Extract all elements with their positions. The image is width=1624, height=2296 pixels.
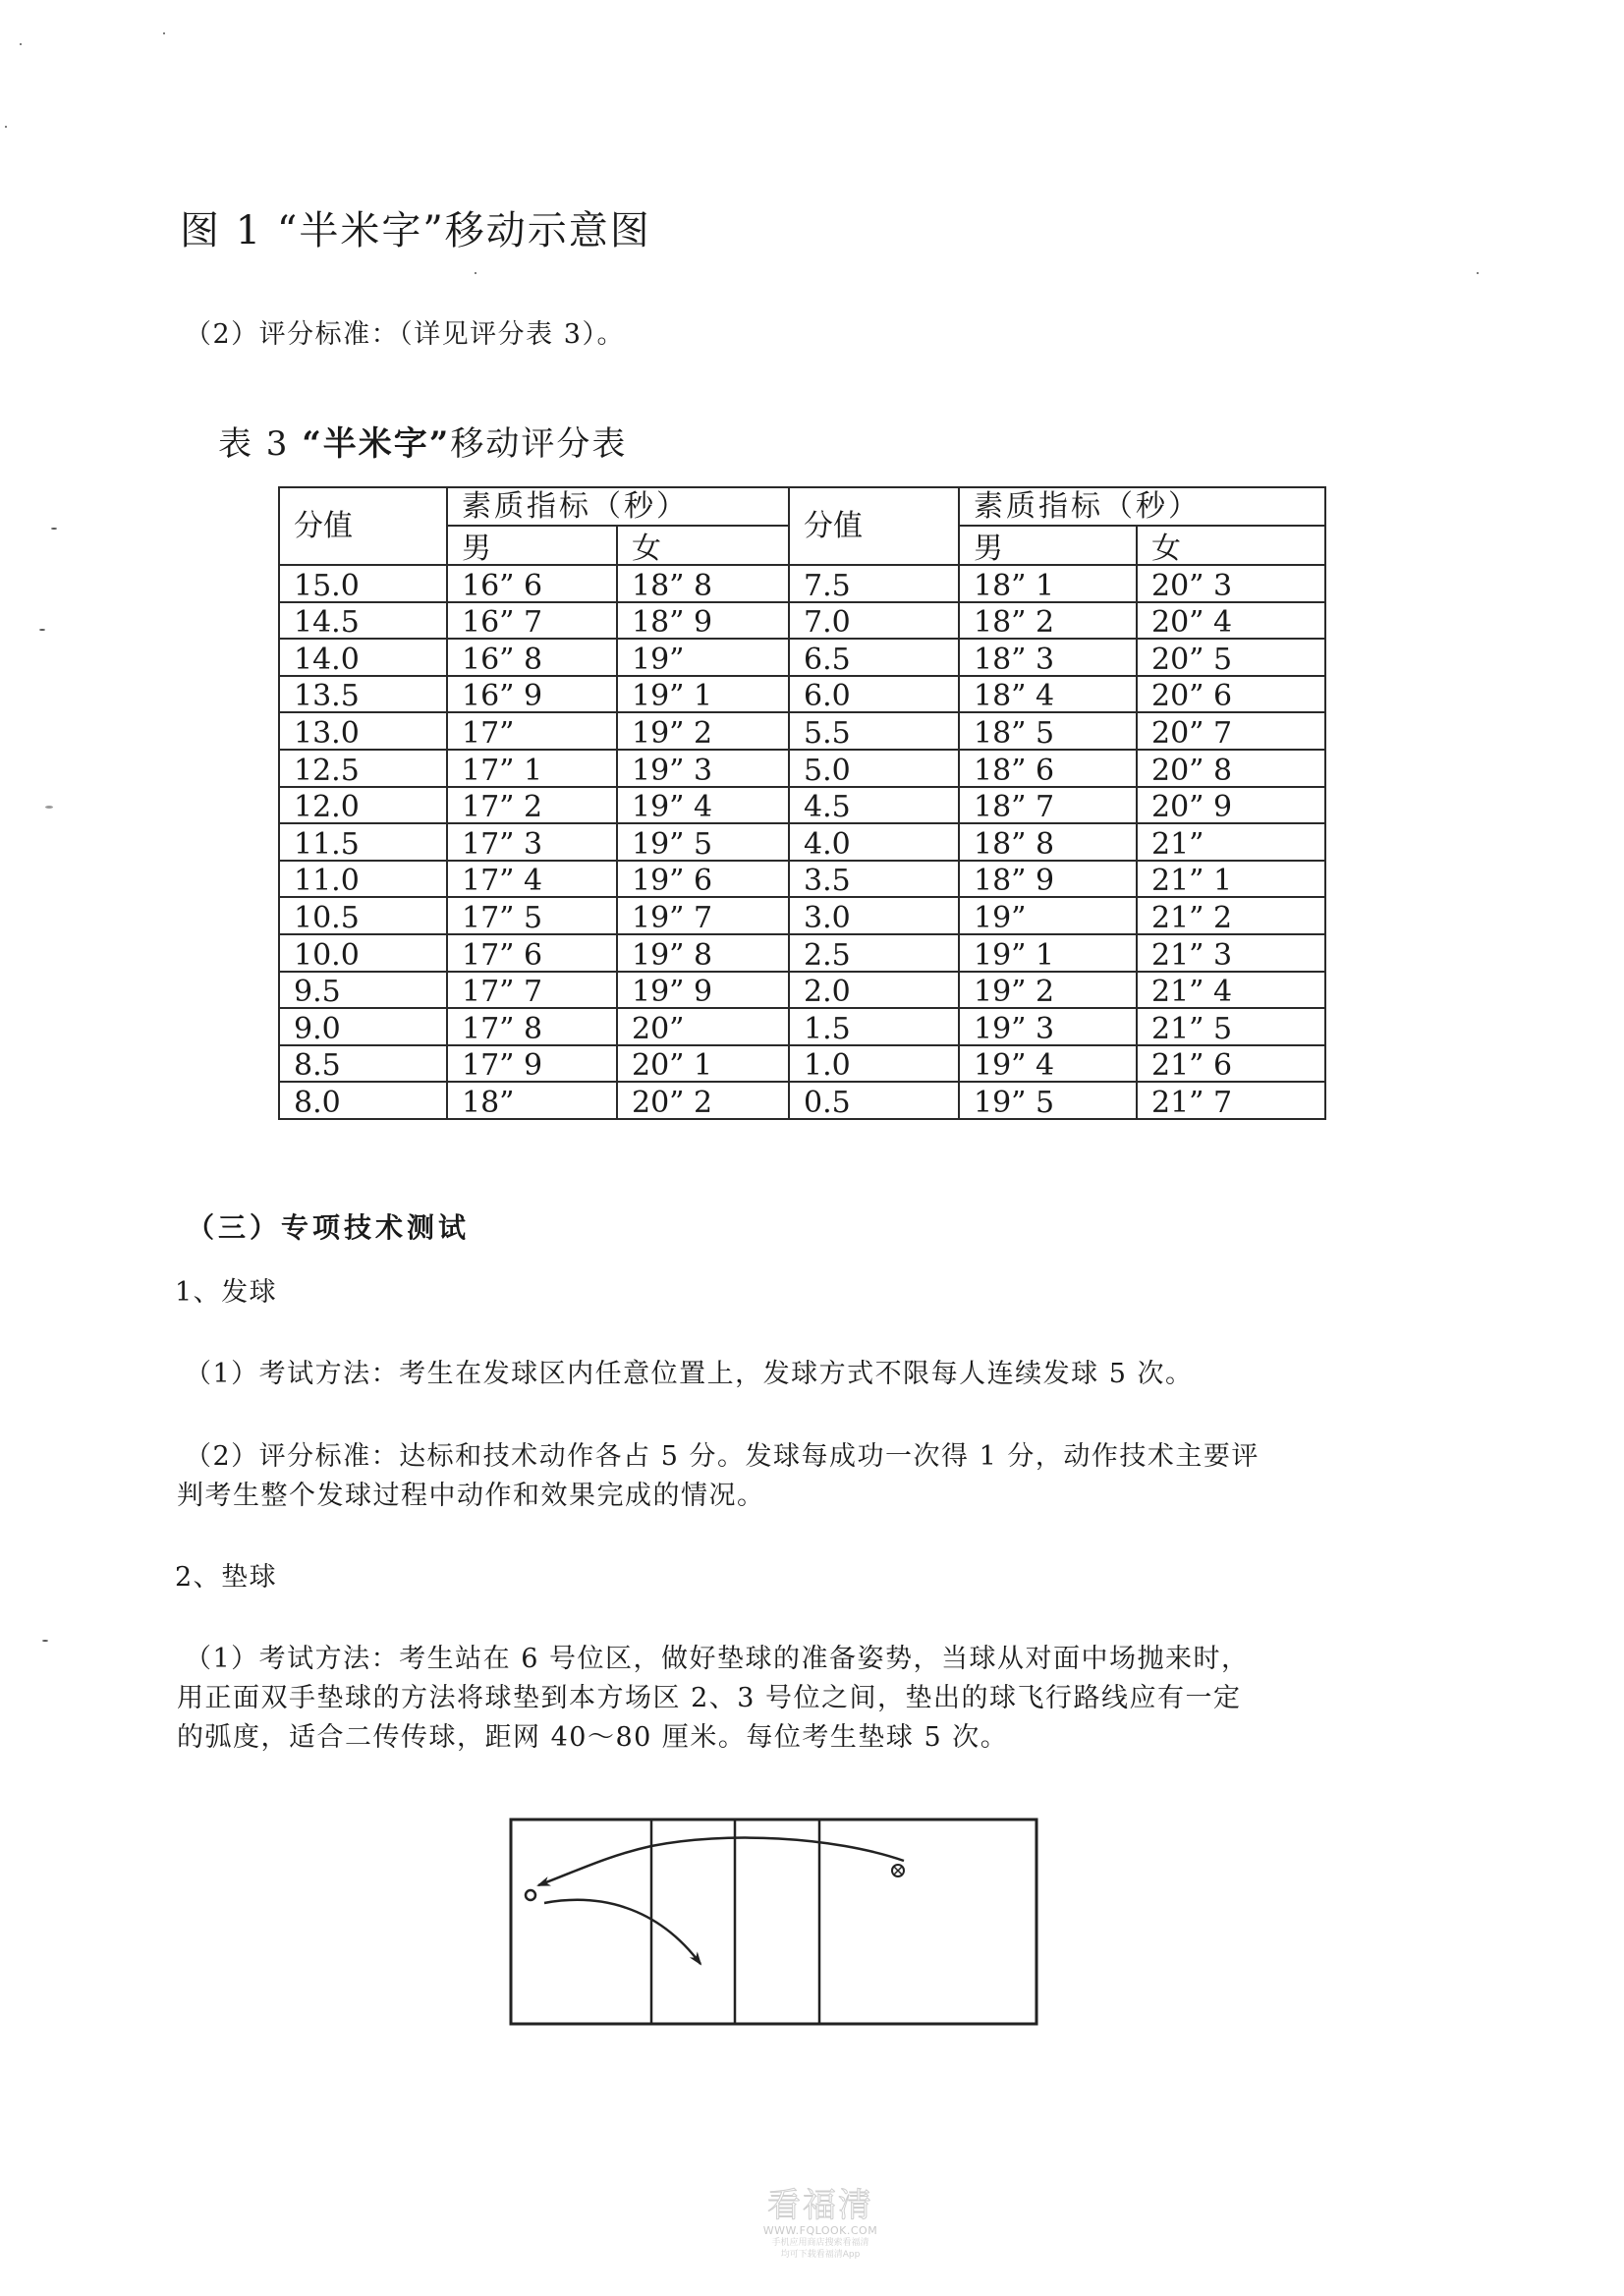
cell-male-left: 17” 5 bbox=[447, 897, 617, 934]
header-female-right: 女 bbox=[1137, 526, 1325, 565]
scan-speck bbox=[39, 629, 45, 631]
cell-score-right: 6.0 bbox=[789, 676, 959, 713]
scan-speck bbox=[1477, 272, 1479, 274]
dig-method-line3: 的弧度，适合二传传球，距网 40～80 厘米。每位考生垫球 5 次。 bbox=[177, 1722, 1009, 1753]
cell-female-right: 21” 3 bbox=[1137, 934, 1325, 972]
cell-male-left: 16” 9 bbox=[447, 676, 617, 713]
cell-score-left: 10.5 bbox=[279, 897, 447, 934]
table-row bbox=[279, 787, 1325, 824]
cell-female-left: 19” 1 bbox=[617, 676, 789, 713]
header-male-left: 男 bbox=[447, 526, 617, 565]
cell-female-left: 19” 2 bbox=[617, 712, 789, 750]
table-row bbox=[279, 1008, 1325, 1045]
header-score-left: 分值 bbox=[279, 487, 447, 565]
cell-score-right: 7.5 bbox=[789, 565, 959, 602]
header-male-right: 男 bbox=[959, 526, 1137, 565]
cell-score-right: 1.5 bbox=[789, 1008, 959, 1045]
cell-female-left: 19” 6 bbox=[617, 861, 789, 898]
table-row bbox=[279, 565, 1325, 602]
cell-male-left: 17” bbox=[447, 712, 617, 750]
watermark-logo: 看福清 bbox=[767, 2186, 873, 2225]
cell-male-left: 16” 8 bbox=[447, 639, 617, 676]
cell-female-right: 20” 8 bbox=[1137, 750, 1325, 787]
header-female-left: 女 bbox=[617, 526, 789, 565]
cell-male-right: 18” 3 bbox=[959, 639, 1137, 676]
scan-speck bbox=[51, 528, 57, 530]
table-row bbox=[279, 639, 1325, 676]
cell-female-left: 18” 9 bbox=[617, 602, 789, 640]
watermark-line1: 手机应用商店搜索看福清 bbox=[771, 2238, 869, 2248]
cell-male-right: 18” 4 bbox=[959, 676, 1137, 713]
cell-score-left: 13.5 bbox=[279, 676, 447, 713]
cell-male-right: 18” 2 bbox=[959, 602, 1137, 640]
cell-score-left: 13.0 bbox=[279, 712, 447, 750]
cell-female-left: 19” 3 bbox=[617, 750, 789, 787]
cell-score-right: 4.0 bbox=[789, 823, 959, 861]
cell-score-right: 5.5 bbox=[789, 712, 959, 750]
table-caption-prefix: 表 3 bbox=[218, 424, 303, 464]
score-table-body bbox=[279, 565, 1325, 1119]
cell-male-left: 17” 8 bbox=[447, 1008, 617, 1045]
cell-female-right: 21” 5 bbox=[1137, 1008, 1325, 1045]
cell-female-right: 20” 3 bbox=[1137, 565, 1325, 602]
cell-score-right: 3.5 bbox=[789, 861, 959, 898]
table-row bbox=[279, 712, 1325, 750]
cell-male-left: 18” bbox=[447, 1082, 617, 1119]
cell-female-right: 21” bbox=[1137, 823, 1325, 861]
table-caption-suffix: 移动评分表 bbox=[450, 424, 628, 464]
cell-score-left: 8.0 bbox=[279, 1082, 447, 1119]
watermark-line2: 均可下载看福清App bbox=[780, 2250, 861, 2260]
cell-male-right: 19” 1 bbox=[959, 934, 1137, 972]
table-row bbox=[279, 897, 1325, 934]
watermark bbox=[747, 2186, 894, 2261]
table-row bbox=[279, 934, 1325, 972]
serve-scoring-line2: 判考生整个发球过程中动作和效果完成的情况。 bbox=[177, 1481, 765, 1511]
cell-female-right: 20” 7 bbox=[1137, 712, 1325, 750]
cell-score-right: 2.0 bbox=[789, 972, 959, 1009]
cell-female-left: 19” 7 bbox=[617, 897, 789, 934]
cell-female-left: 19” 4 bbox=[617, 787, 789, 824]
header-group-right: 素质指标（秒） bbox=[959, 487, 1325, 526]
dig-heading: 2、垫球 bbox=[175, 1562, 278, 1593]
cell-male-right: 18” 7 bbox=[959, 787, 1137, 824]
cell-male-right: 19” 5 bbox=[959, 1082, 1137, 1119]
cell-male-right: 18” 5 bbox=[959, 712, 1137, 750]
cell-male-right: 18” 8 bbox=[959, 823, 1137, 861]
cell-male-left: 17” 4 bbox=[447, 861, 617, 898]
cell-male-right: 19” 3 bbox=[959, 1008, 1137, 1045]
scan-speck bbox=[45, 806, 53, 809]
cell-score-left: 12.0 bbox=[279, 787, 447, 824]
table-row bbox=[279, 1082, 1325, 1119]
cell-score-right: 6.5 bbox=[789, 639, 959, 676]
cell-female-right: 21” 7 bbox=[1137, 1082, 1325, 1119]
header-score-right: 分值 bbox=[789, 487, 959, 565]
score-table bbox=[278, 486, 1326, 1120]
cell-score-left: 14.5 bbox=[279, 602, 447, 640]
cell-female-left: 19” 9 bbox=[617, 972, 789, 1009]
scan-speck bbox=[5, 126, 7, 128]
player-circle-icon bbox=[526, 1890, 535, 1900]
cell-female-right: 20” 6 bbox=[1137, 676, 1325, 713]
header-group-left: 素质指标（秒） bbox=[447, 487, 789, 526]
cell-male-right: 18” 9 bbox=[959, 861, 1137, 898]
cell-male-right: 18” 1 bbox=[959, 565, 1137, 602]
cell-score-right: 5.0 bbox=[789, 750, 959, 787]
cell-female-left: 20” 1 bbox=[617, 1045, 789, 1083]
cell-female-right: 21” 6 bbox=[1137, 1045, 1325, 1083]
dig-path-diagram bbox=[509, 1817, 1049, 2052]
cell-score-right: 7.0 bbox=[789, 602, 959, 640]
cell-male-left: 17” 9 bbox=[447, 1045, 617, 1083]
cell-score-left: 9.5 bbox=[279, 972, 447, 1009]
table-row bbox=[279, 972, 1325, 1009]
cell-score-left: 11.5 bbox=[279, 823, 447, 861]
cell-male-left: 17” 7 bbox=[447, 972, 617, 1009]
cell-score-left: 10.0 bbox=[279, 934, 447, 972]
serve-method: （1）考试方法：考生在发球区内任意位置上，发球方式不限每人连续发球 5 次。 bbox=[185, 1359, 1194, 1389]
table-row bbox=[279, 676, 1325, 713]
section-heading: （三）专项技术测试 bbox=[187, 1211, 471, 1244]
scan-speck bbox=[163, 32, 165, 34]
scan-speck bbox=[475, 272, 476, 274]
dig-method-line2: 用正面双手垫球的方法将球垫到本方场区 2、3 号位之间，垫出的球飞行路线应有一定 bbox=[177, 1683, 1242, 1713]
cell-male-right: 19” bbox=[959, 897, 1137, 934]
table-row bbox=[279, 602, 1325, 640]
cell-score-left: 12.5 bbox=[279, 750, 447, 787]
table-row bbox=[279, 1045, 1325, 1083]
dig-method-line1: （1）考试方法：考生站在 6 号位区，做好垫球的准备姿势，当球从对面中场抛来时， bbox=[185, 1644, 1250, 1674]
cell-female-right: 20” 9 bbox=[1137, 787, 1325, 824]
cell-male-right: 19” 2 bbox=[959, 972, 1137, 1009]
cell-female-left: 18” 8 bbox=[617, 565, 789, 602]
cell-male-left: 17” 3 bbox=[447, 823, 617, 861]
table-caption bbox=[218, 417, 627, 465]
cell-score-left: 9.0 bbox=[279, 1008, 447, 1045]
serve-scoring-line1: （2）评分标准：达标和技术动作各占 5 分。发球每成功一次得 1 分，动作技术主要评 bbox=[185, 1441, 1260, 1472]
cell-female-right: 21” 4 bbox=[1137, 972, 1325, 1009]
cell-male-left: 16” 6 bbox=[447, 565, 617, 602]
cell-female-left: 20” bbox=[617, 1008, 789, 1045]
table-row bbox=[279, 823, 1325, 861]
cell-score-left: 11.0 bbox=[279, 861, 447, 898]
cell-male-left: 16” 7 bbox=[447, 602, 617, 640]
cell-female-right: 21” 1 bbox=[1137, 861, 1325, 898]
cell-female-left: 19” bbox=[617, 639, 789, 676]
cell-score-right: 1.0 bbox=[789, 1045, 959, 1083]
cell-female-left: 19” 5 bbox=[617, 823, 789, 861]
scan-speck bbox=[20, 43, 22, 45]
cell-male-left: 17” 6 bbox=[447, 934, 617, 972]
table-row bbox=[279, 750, 1325, 787]
cell-score-left: 15.0 bbox=[279, 565, 447, 602]
figure-caption: 图 1 “半米字”移动示意图 bbox=[180, 208, 651, 253]
table-caption-bold: “半米字” bbox=[302, 424, 451, 464]
cell-male-right: 19” 4 bbox=[959, 1045, 1137, 1083]
cell-score-right: 2.5 bbox=[789, 934, 959, 972]
cell-score-left: 8.5 bbox=[279, 1045, 447, 1083]
scoring-reference: （2）评分标准：（详见评分表 3）。 bbox=[185, 319, 625, 350]
cell-score-left: 14.0 bbox=[279, 639, 447, 676]
cell-score-right: 3.0 bbox=[789, 897, 959, 934]
cell-score-right: 0.5 bbox=[789, 1082, 959, 1119]
cell-score-right: 4.5 bbox=[789, 787, 959, 824]
cell-female-left: 20” 2 bbox=[617, 1082, 789, 1119]
scan-speck bbox=[42, 1640, 48, 1642]
cell-male-left: 17” 1 bbox=[447, 750, 617, 787]
thrower-crossed-circle-icon bbox=[892, 1865, 904, 1876]
watermark-url: WWW.FQLOOK.COM bbox=[762, 2224, 878, 2237]
serve-heading: 1、发球 bbox=[175, 1277, 278, 1308]
cell-male-left: 17” 2 bbox=[447, 787, 617, 824]
table-row bbox=[279, 861, 1325, 898]
cell-male-right: 18” 6 bbox=[959, 750, 1137, 787]
cell-female-right: 20” 5 bbox=[1137, 639, 1325, 676]
cell-female-right: 20” 4 bbox=[1137, 602, 1325, 640]
cell-female-right: 21” 2 bbox=[1137, 897, 1325, 934]
court-outline bbox=[511, 1820, 1036, 2024]
cell-female-left: 19” 8 bbox=[617, 934, 789, 972]
